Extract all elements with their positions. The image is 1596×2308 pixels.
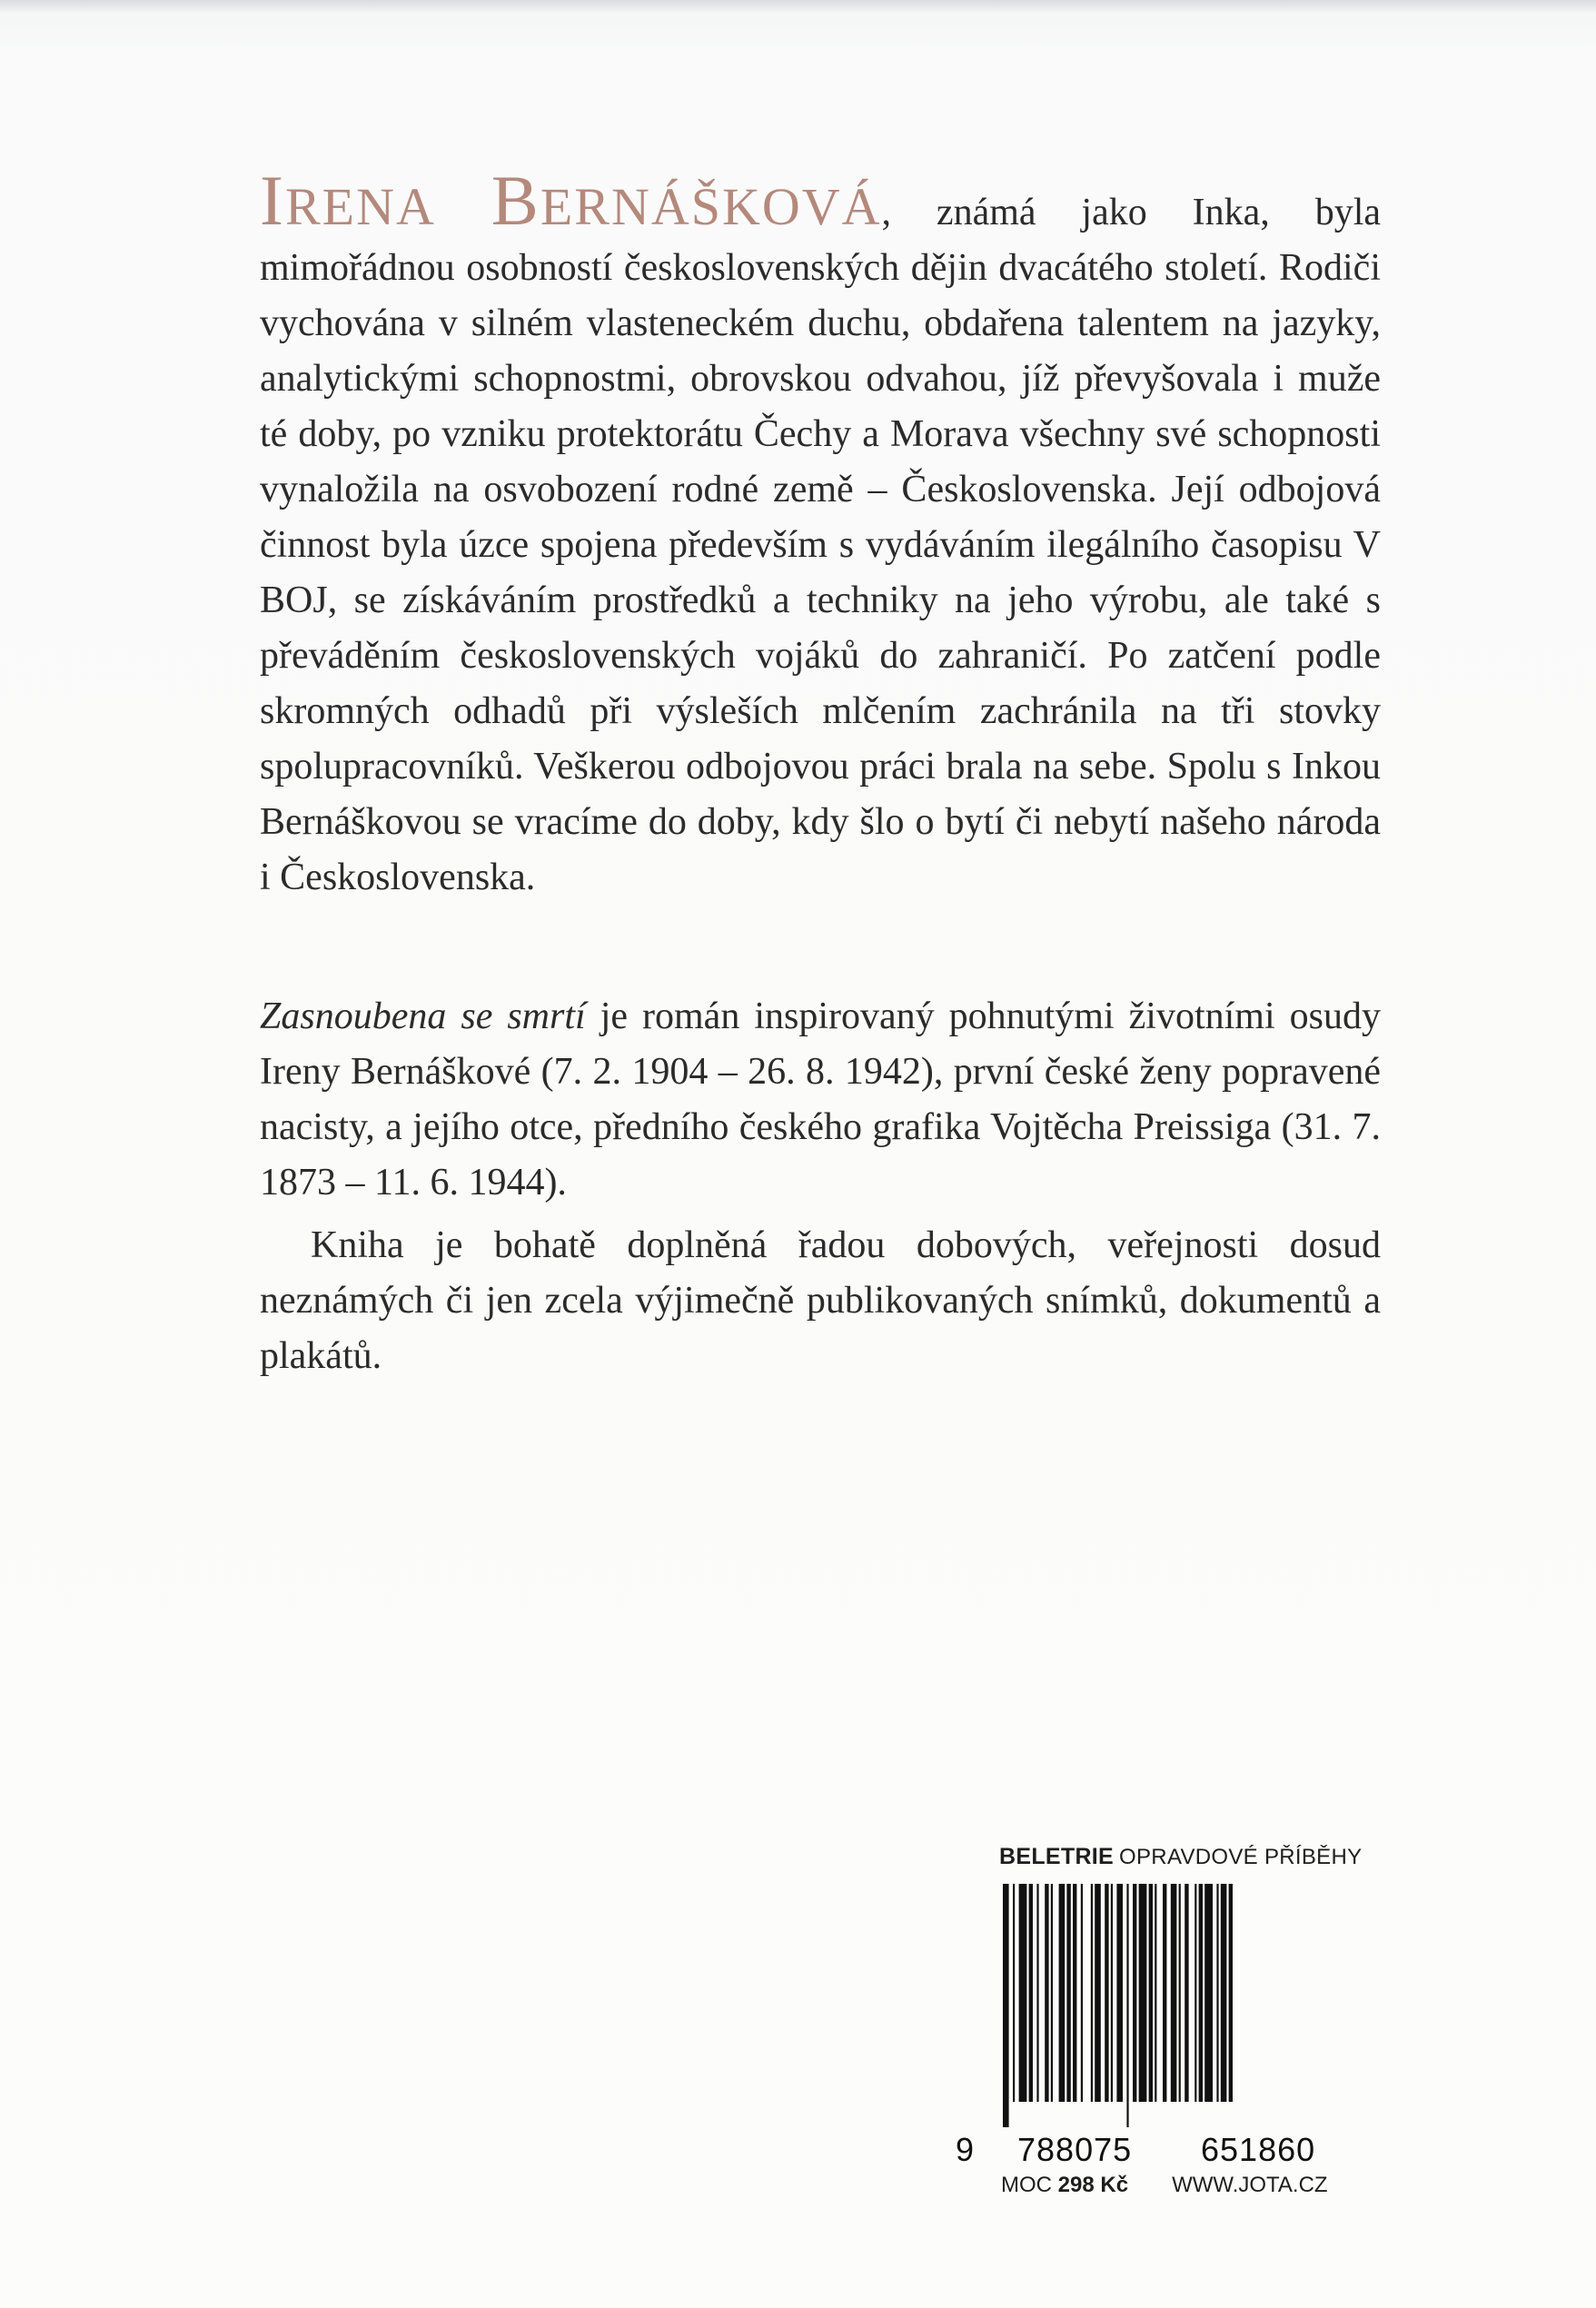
barcode-bar <box>1073 1884 1076 2102</box>
barcode-bar <box>1155 1884 1156 2102</box>
novel-paragraph <box>260 989 1381 1211</box>
barcode-bar <box>1105 1884 1108 2102</box>
cover-top-edge <box>0 0 1596 13</box>
barcode-bar <box>1179 1884 1181 2102</box>
barcode-bar <box>1216 1884 1218 2102</box>
price-line: MOC 298 Kč WWW.JOTA.CZ <box>1001 2173 1328 2197</box>
barcode-bar <box>1204 1884 1213 2102</box>
barcode-bar <box>1139 1884 1147 2102</box>
barcode-block: BELETRIE OPRAVDOVÉ PŘÍBĚHY 9 788075 651860 MOC 298 Kč WWW.JOTA.CZ <box>945 1844 1381 1877</box>
barcode-bar <box>1003 1884 1009 2127</box>
novel-text: je román inspirovaný pohnutými životními osudy Ireny Bernáškové (7. 2. 1904 – 26. 8. 1942), první české ženy popravené nacisty, a jejího otce, předního českého grafika Vojtěcha Preissiga (31. 7. 1873 – 11. 6. 1944). <box>260 996 1381 1204</box>
barcode-bar <box>1029 1884 1033 2102</box>
barcode-bar <box>1111 1884 1113 2102</box>
intro-text: , známá jako Inka, byla mimořádnou osobností československých dějin dvacátého století. Rodiči vychována v silném vlasteneckém duchu, obdařena talentem na jazyky, analytickými schopnostmi, obrovskou odvahou, jíž převyšovala i muže té doby, po vzniku protektorátu Čechy a Morava všechny své schopnosti vynaložila na osvobození rodné země – Československa. Její odbojová činnost byla úzce spojena především s vydáváním ilegálního časopisu V BOJ, se získáváním prostředků a techniky na jeho výrobu, ale také s převáděním československých vojáků do zahraničí. Po zatčení podle skromných odhadů při výsleších mlčením zachránila na tři stovky spolupracovníků. Veškerou odbojovou práci brala na sebe. Spolu s Inkou Bernáškovou se vracíme do doby, kdy šlo o bytí či nebytí našeho národa i Československa. <box>260 192 1382 898</box>
blurb <box>260 161 1382 1384</box>
barcode-bar <box>1019 1884 1027 2102</box>
barcode-bar <box>1059 1884 1066 2102</box>
barcode-bar <box>1091 1884 1093 2102</box>
barcode-bar <box>1051 1884 1053 2102</box>
publisher-url: WWW.JOTA.CZ <box>1172 2173 1328 2197</box>
barcode-bar <box>1221 1884 1227 2102</box>
barcode-bar <box>1149 1884 1153 2102</box>
intro-paragraph <box>260 161 1382 906</box>
book-title: Zasnoubena se smrtí <box>260 996 586 1037</box>
barcode-bar <box>1081 1884 1083 2102</box>
barcode-bar <box>1185 1884 1188 2102</box>
barcode-bar <box>1116 1884 1123 2102</box>
barcode-bar <box>1095 1884 1101 2102</box>
barcode-bar <box>1199 1884 1203 2102</box>
author-name: IRENA BERNÁŠKOVÁ <box>260 161 882 240</box>
barcode-bar <box>1195 1884 1196 2102</box>
price-value: 298 Kč <box>1057 2173 1129 2197</box>
barcode-bar <box>1066 1884 1070 2102</box>
barcode-bar <box>1013 1884 1015 2102</box>
extra-paragraph: Kniha je bohatě doplněná řadou dobových, veřejnosti dosud neznámých či jen zcela výjimečně publikovaných snímků, dokumentů a plakátů. <box>260 1224 1381 1377</box>
barcode-bar <box>1163 1884 1166 2102</box>
category-label: BELETRIE OPRAVDOVÉ PŘÍBĚHY <box>999 1844 1363 1869</box>
barcode-image <box>999 1884 1381 2127</box>
barcode-bar <box>1036 1884 1038 2102</box>
barcode-bar <box>1229 1884 1233 2102</box>
barcode-bar <box>1126 1884 1128 2127</box>
barcode-bar <box>1171 1884 1177 2102</box>
barcode-bar <box>1045 1884 1048 2102</box>
barcode-bar <box>1133 1884 1136 2102</box>
